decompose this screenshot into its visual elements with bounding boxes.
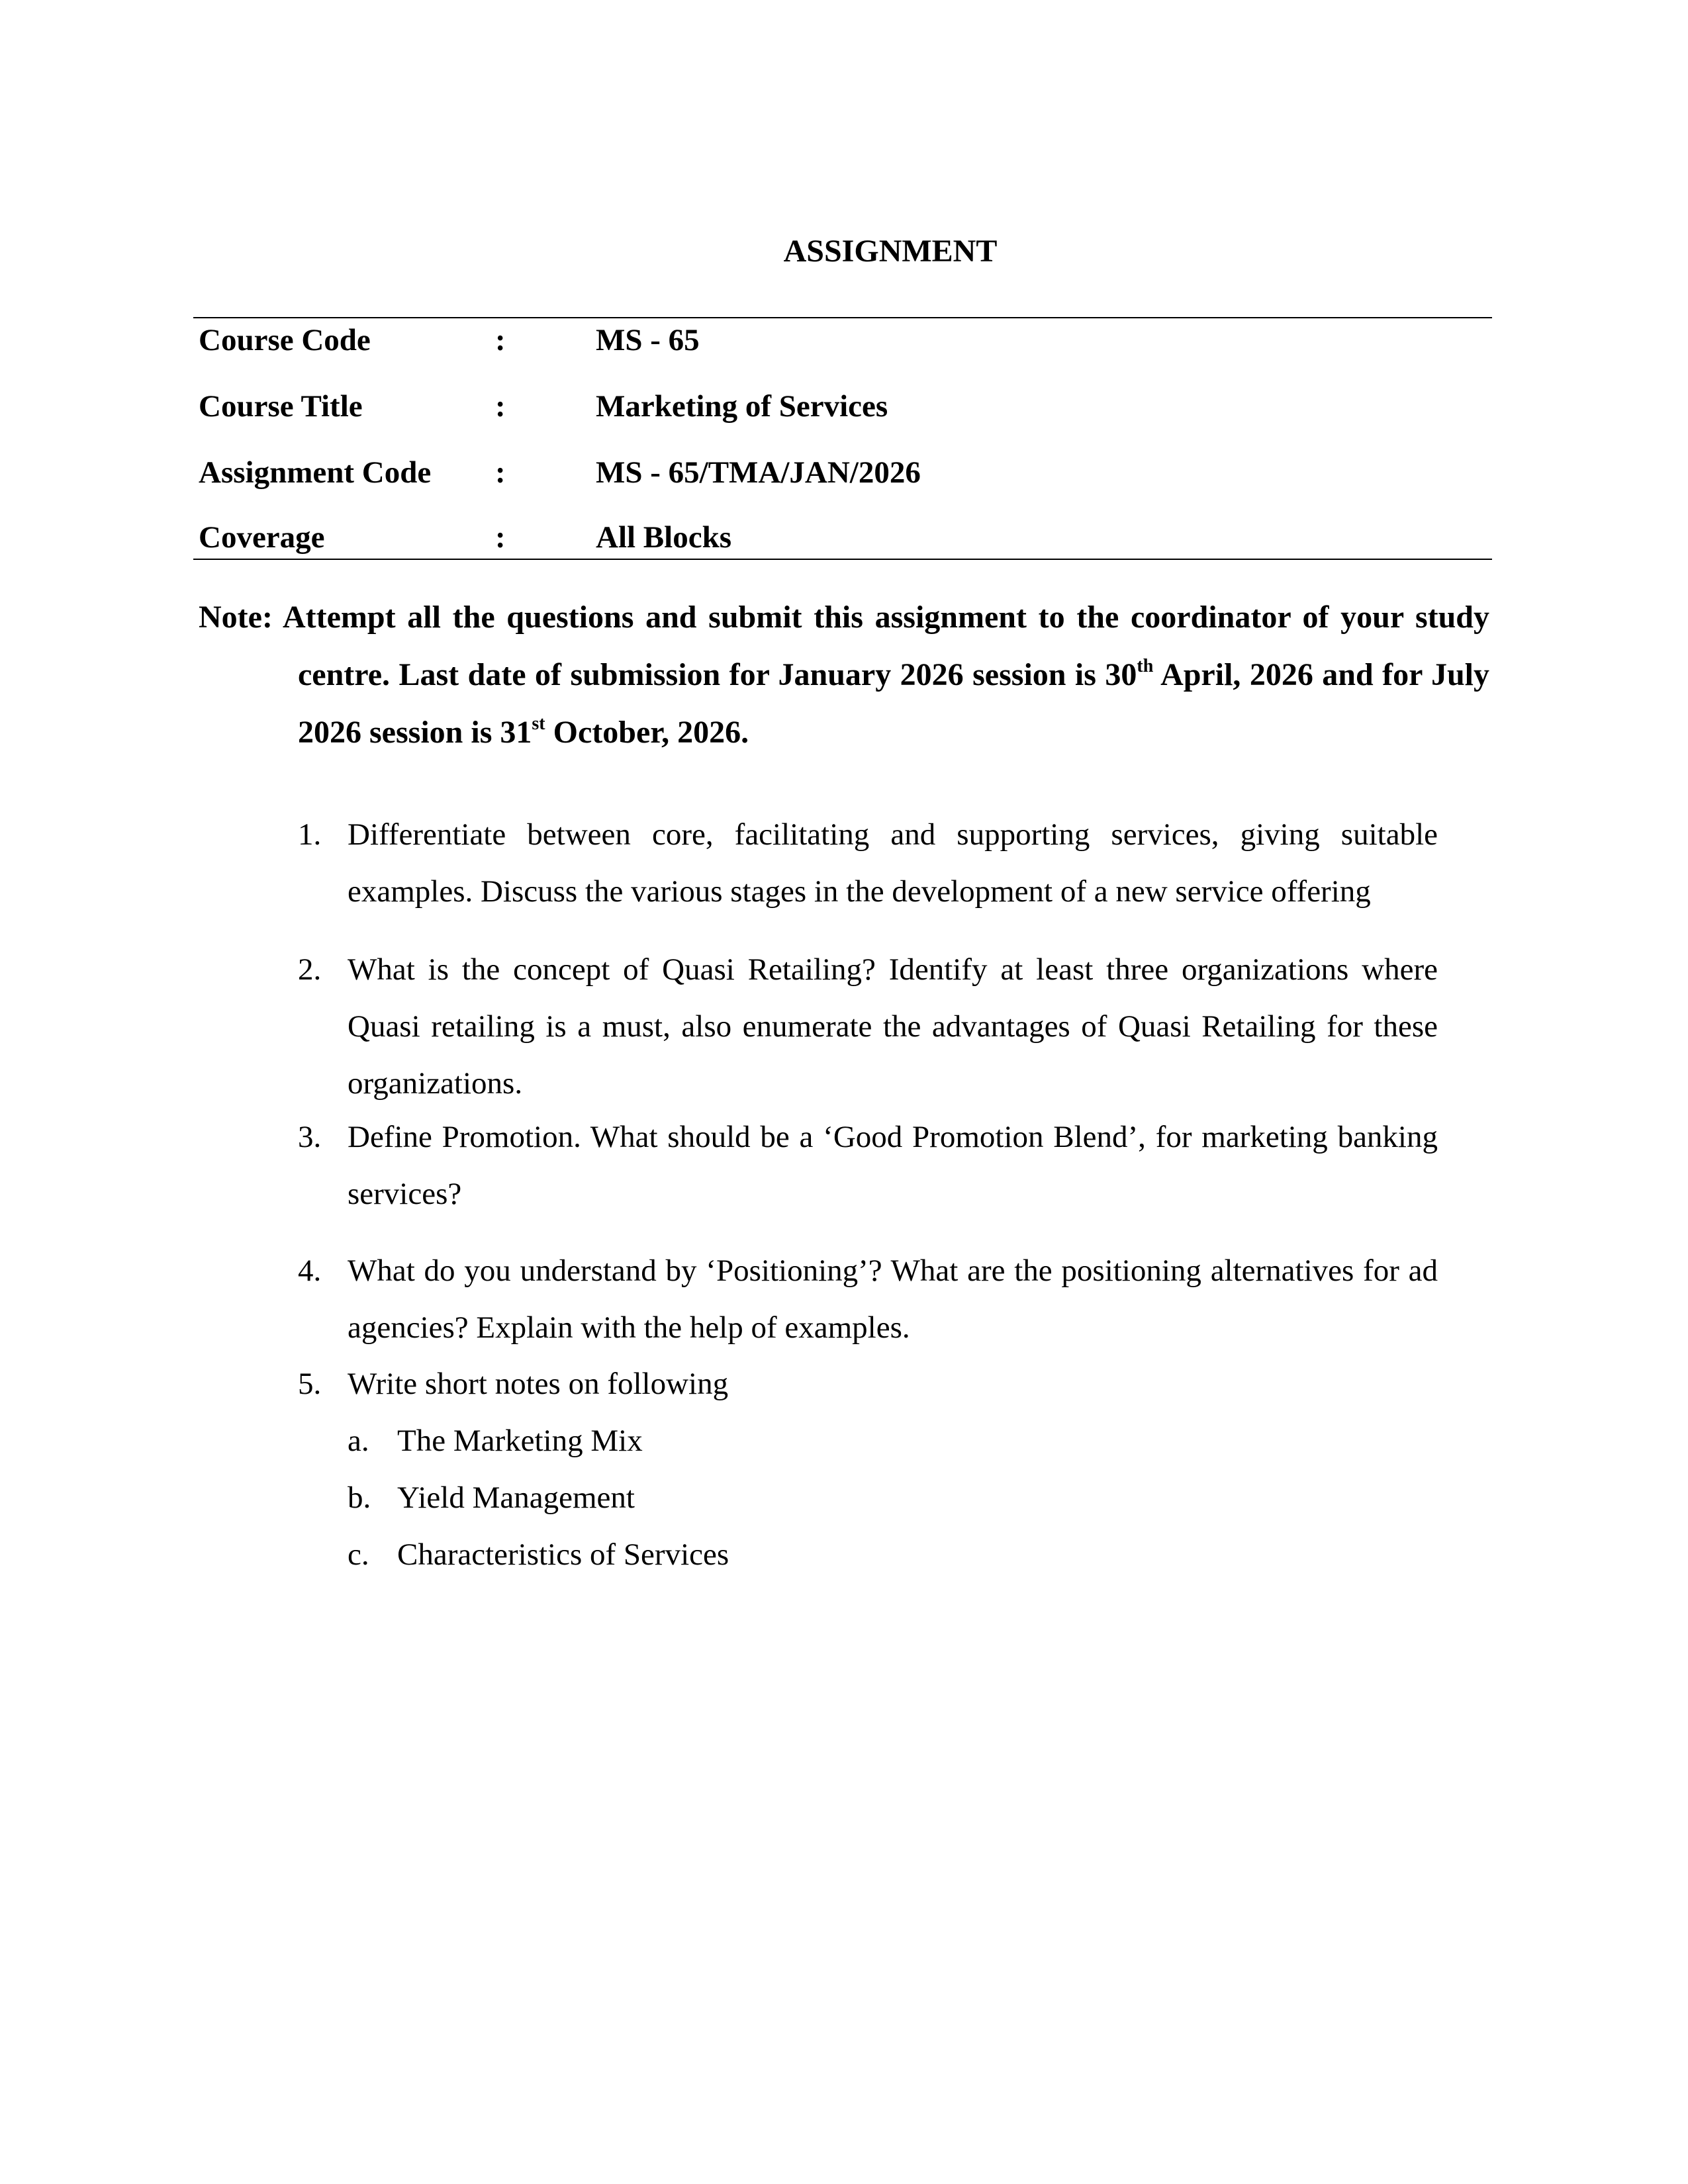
- question-text: Write short notes on following: [348, 1367, 729, 1401]
- bottom-divider: [193, 559, 1492, 560]
- question-number: 4.: [298, 1253, 322, 1288]
- note-sup-th: th: [1137, 656, 1154, 676]
- subitem-a: [348, 1412, 643, 1469]
- coverage-value: All Blocks: [596, 520, 732, 555]
- assignment-code-value: MS - 65/TMA/JAN/2026: [596, 455, 921, 490]
- question-number: 5.: [298, 1367, 322, 1401]
- question-text: Define Promotion. What should be a ‘Good Promotion Blend’, for marketing banking services?: [348, 1120, 1438, 1211]
- note-text-part3: October, 2026.: [545, 715, 749, 750]
- subitem-text: Characteristics of Services: [397, 1537, 729, 1572]
- coverage-label: Coverage: [199, 520, 325, 555]
- question-4: [298, 1242, 1438, 1356]
- subitem-text: The Marketing Mix: [397, 1424, 643, 1458]
- question-number: 1.: [298, 817, 322, 852]
- note-prefix: Note:: [199, 600, 283, 635]
- course-title-value: Marketing of Services: [596, 389, 888, 424]
- coverage-colon: :: [495, 520, 506, 555]
- question-5: [298, 1355, 1438, 1412]
- top-divider: [193, 317, 1492, 318]
- note-sup-st: st: [532, 713, 545, 734]
- question-2: [298, 941, 1438, 1112]
- question-number: 3.: [298, 1120, 322, 1154]
- course-code-colon: :: [495, 323, 506, 357]
- question-3: [298, 1109, 1438, 1222]
- note-text-part1: Attempt all the questions and submit this assignment to the coordinator of your study centre. Last date of submission for January 2026 session is 30: [282, 600, 1489, 692]
- subitem-letter: a.: [348, 1424, 369, 1458]
- page-title: ASSIGNMENT: [783, 234, 998, 269]
- subitem-letter: c.: [348, 1537, 369, 1572]
- assignment-code-label: Assignment Code: [199, 455, 432, 490]
- question-text: Differentiate between core, facilitating and supporting services, giving suitable examples. Discuss the various stages in the development of a new service offering: [348, 817, 1438, 909]
- question-number: 2.: [298, 952, 322, 987]
- question-text: What do you understand by ‘Positioning’? What are the positioning alternatives for ad agencies? Explain with the help of examples.: [348, 1253, 1438, 1345]
- subitem-c: [348, 1526, 729, 1583]
- subitem-text: Yield Management: [397, 1480, 635, 1515]
- question-1: [298, 806, 1438, 920]
- subitem-letter: b.: [348, 1480, 371, 1515]
- subitem-b: [348, 1469, 635, 1526]
- assignment-code-colon: :: [495, 455, 506, 490]
- question-text: What is the concept of Quasi Retailing? Identify at least three organizations where Quasi retailing is a must, also enumerate the advantages of Quasi Retailing for these organizations.: [348, 952, 1438, 1101]
- submission-note: [199, 588, 1489, 761]
- course-title-label: Course Title: [199, 389, 363, 424]
- course-code-label: Course Code: [199, 323, 371, 357]
- course-code-value: MS - 65: [596, 323, 700, 357]
- course-title-colon: :: [495, 389, 506, 424]
- note-text-part2: April, 2026 and for July 2026 session is 31: [298, 657, 1490, 750]
